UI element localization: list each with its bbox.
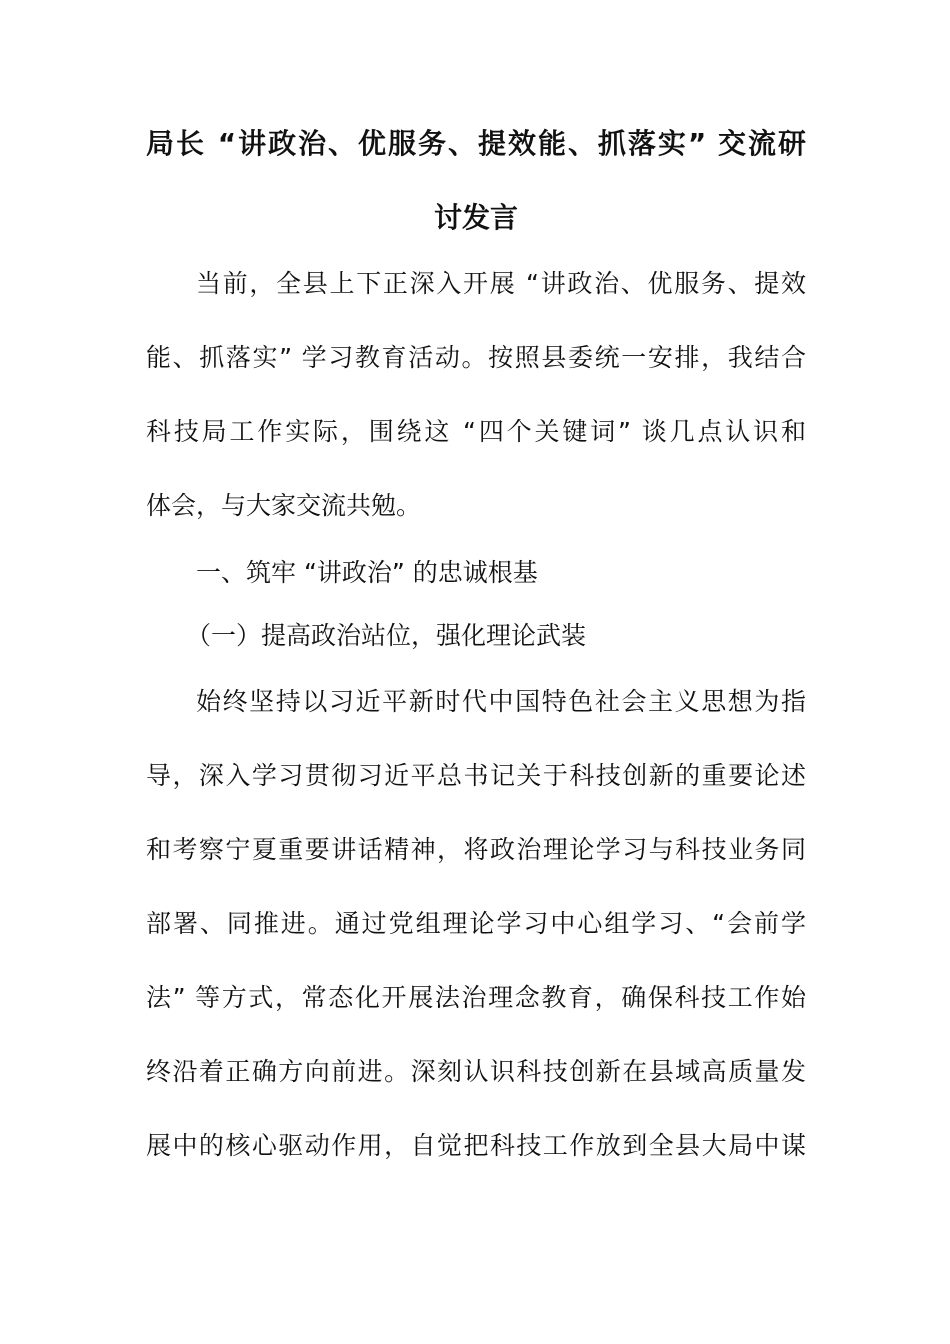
body-paragraph-line-4: 部署、同推进。通过党组理论学习中心组学习、“会前学	[146, 909, 806, 938]
body-paragraph-line-6: 终沿着正确方向前进。深刻认识科技创新在县域高质量发	[146, 1057, 806, 1086]
intro-paragraph-line-2: 能、抓落实” 学习教育活动。按照县委统一安排，我结合	[146, 343, 806, 372]
document-title-line-2: 讨发言	[433, 201, 518, 234]
intro-paragraph-line-1: 当前，全县上下正深入开展 “讲政治、优服务、提效	[196, 269, 806, 298]
intro-paragraph-line-4: 体会，与大家交流共勉。	[146, 491, 422, 520]
intro-paragraph-line-3: 科技局工作实际，围绕这 “四个关键词” 谈几点认识和	[146, 417, 806, 446]
document-title-line-1: 局长 “讲政治、优服务、提效能、抓落实” 交流研	[146, 127, 806, 160]
body-paragraph-line-5: 法” 等方式，常态化开展法治理念教育，确保科技工作始	[146, 983, 806, 1012]
subsection-heading-1: （一）提高政治站位，强化理论武装	[186, 621, 587, 650]
body-paragraph-line-1: 始终坚持以习近平新时代中国特色社会主义思想为指	[196, 687, 806, 716]
section-heading-1: 一、筑牢 “讲政治” 的忠诚根基	[196, 558, 538, 587]
body-paragraph-line-2: 导，深入学习贯彻习近平总书记关于科技创新的重要论述	[146, 761, 806, 790]
body-paragraph-line-3: 和考察宁夏重要讲话精神，将政治理论学习与科技业务同	[146, 835, 806, 864]
body-paragraph-line-7: 展中的核心驱动作用，自觉把科技工作放到全县大局中谋	[146, 1131, 806, 1160]
